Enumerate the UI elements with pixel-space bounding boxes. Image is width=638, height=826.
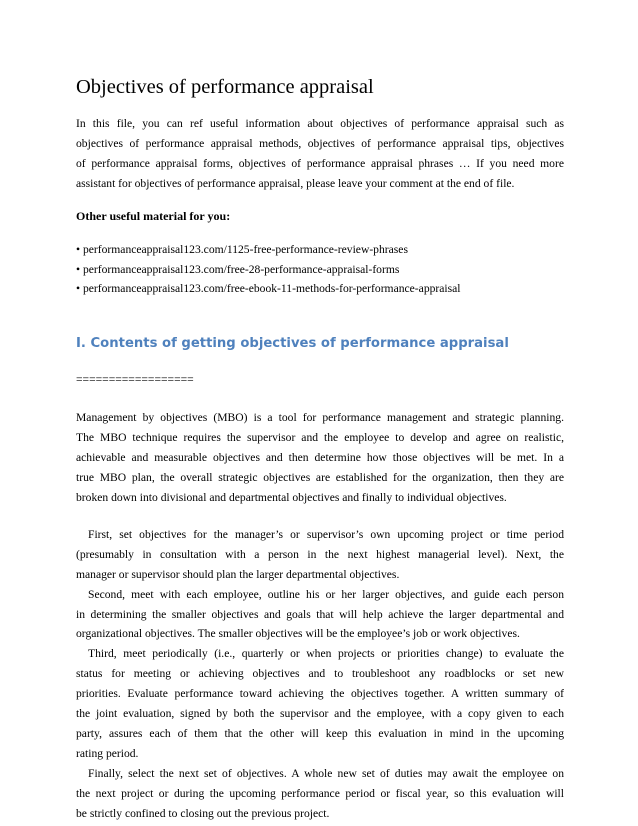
other-material-heading: Other useful material for you:	[76, 208, 231, 223]
link-item[interactable]: • performanceappraisal123.com/free-28-performance-appraisal-forms	[76, 262, 400, 276]
step-second-line: Second, meet with each employee, outline his or her larger objectives, and guide each person	[88, 587, 564, 601]
step-line: (presumably in consultation with a person in the next highest managerial level). Next, the	[76, 547, 564, 561]
mbo-paragraph	[76, 408, 564, 508]
intro-line: of performance appraisal forms, objectives of performance appraisal phrases … If you need more	[76, 156, 564, 170]
mbo-line: The MBO technique requires the supervisor and the employee to develop and agree on realistic,	[76, 431, 564, 445]
intro-line: objectives of performance appraisal methods, objectives of performance appraisal tips, objectives	[76, 136, 564, 150]
step-line: rating period.	[76, 746, 139, 760]
step-first-line: First, set objectives for the manager’s or supervisor’s own upcoming project or time period	[88, 527, 564, 541]
steps-paragraph	[76, 525, 564, 824]
link-item[interactable]: • performanceappraisal123.com/free-ebook-11-methods-for-performance-appraisal	[76, 282, 461, 296]
step-line: the next project or during the upcoming performance period or fiscal year, so this evaluation will	[76, 786, 564, 800]
mbo-line: true MBO plan, the overall strategic objectives are established for the organization, then they are	[76, 471, 564, 485]
step-line: status for meeting or achieving objectives and to troubleshoot any roadblocks or set new	[76, 667, 564, 681]
step-line: party, assures each of them that the other will keep this evaluation in mind in the upcoming	[76, 726, 564, 740]
step-line: manager or supervisor should plan the larger departmental objectives.	[76, 567, 400, 581]
document-page	[76, 74, 564, 823]
step-line: be strictly confined to closing out the previous project.	[76, 806, 330, 820]
step-third-line: Third, meet periodically (i.e., quarterly or when projects or priorities change) to evaluate the	[88, 647, 564, 661]
step-line: in determining the smaller objectives and goals that will help achieve the larger departmental and	[76, 607, 564, 621]
mbo-line: broken down into divisional and departmental objectives and finally to individual objectives.	[76, 490, 507, 504]
mbo-line: achievable and measurable objectives and then determine how those objectives will be met. In a	[76, 451, 564, 465]
mbo-line: Management by objectives (MBO) is a tool for performance management and strategic planning.	[76, 411, 564, 425]
section-heading: I. Contents of getting objectives of performance appraisal	[76, 336, 509, 352]
document-title: Objectives of performance appraisal	[76, 76, 374, 98]
step-line: priorities. Evaluate performance toward achieving the objectives together. A written summary of	[76, 687, 564, 701]
intro-paragraph	[76, 114, 564, 194]
link-list	[76, 240, 564, 300]
link-item[interactable]: • performanceappraisal123.com/1125-free-performance-review-phrases	[76, 242, 408, 256]
step-finally-line: Finally, select the next set of objectives. A whole new set of duties may await the employee on	[88, 766, 564, 780]
intro-line: assistant for objectives of performance appraisal, please leave your comment at the end of file.	[76, 176, 515, 190]
separator-line: ==================	[76, 373, 194, 387]
step-line: organizational objectives. The smaller objectives will be the employee’s job or work objectives.	[76, 627, 520, 641]
intro-line: In this file, you can ref useful information about objectives of performance appraisal such as	[76, 117, 564, 130]
step-line: the joint evaluation, signed by both the supervisor and the employee, with a copy given to each	[76, 707, 564, 721]
